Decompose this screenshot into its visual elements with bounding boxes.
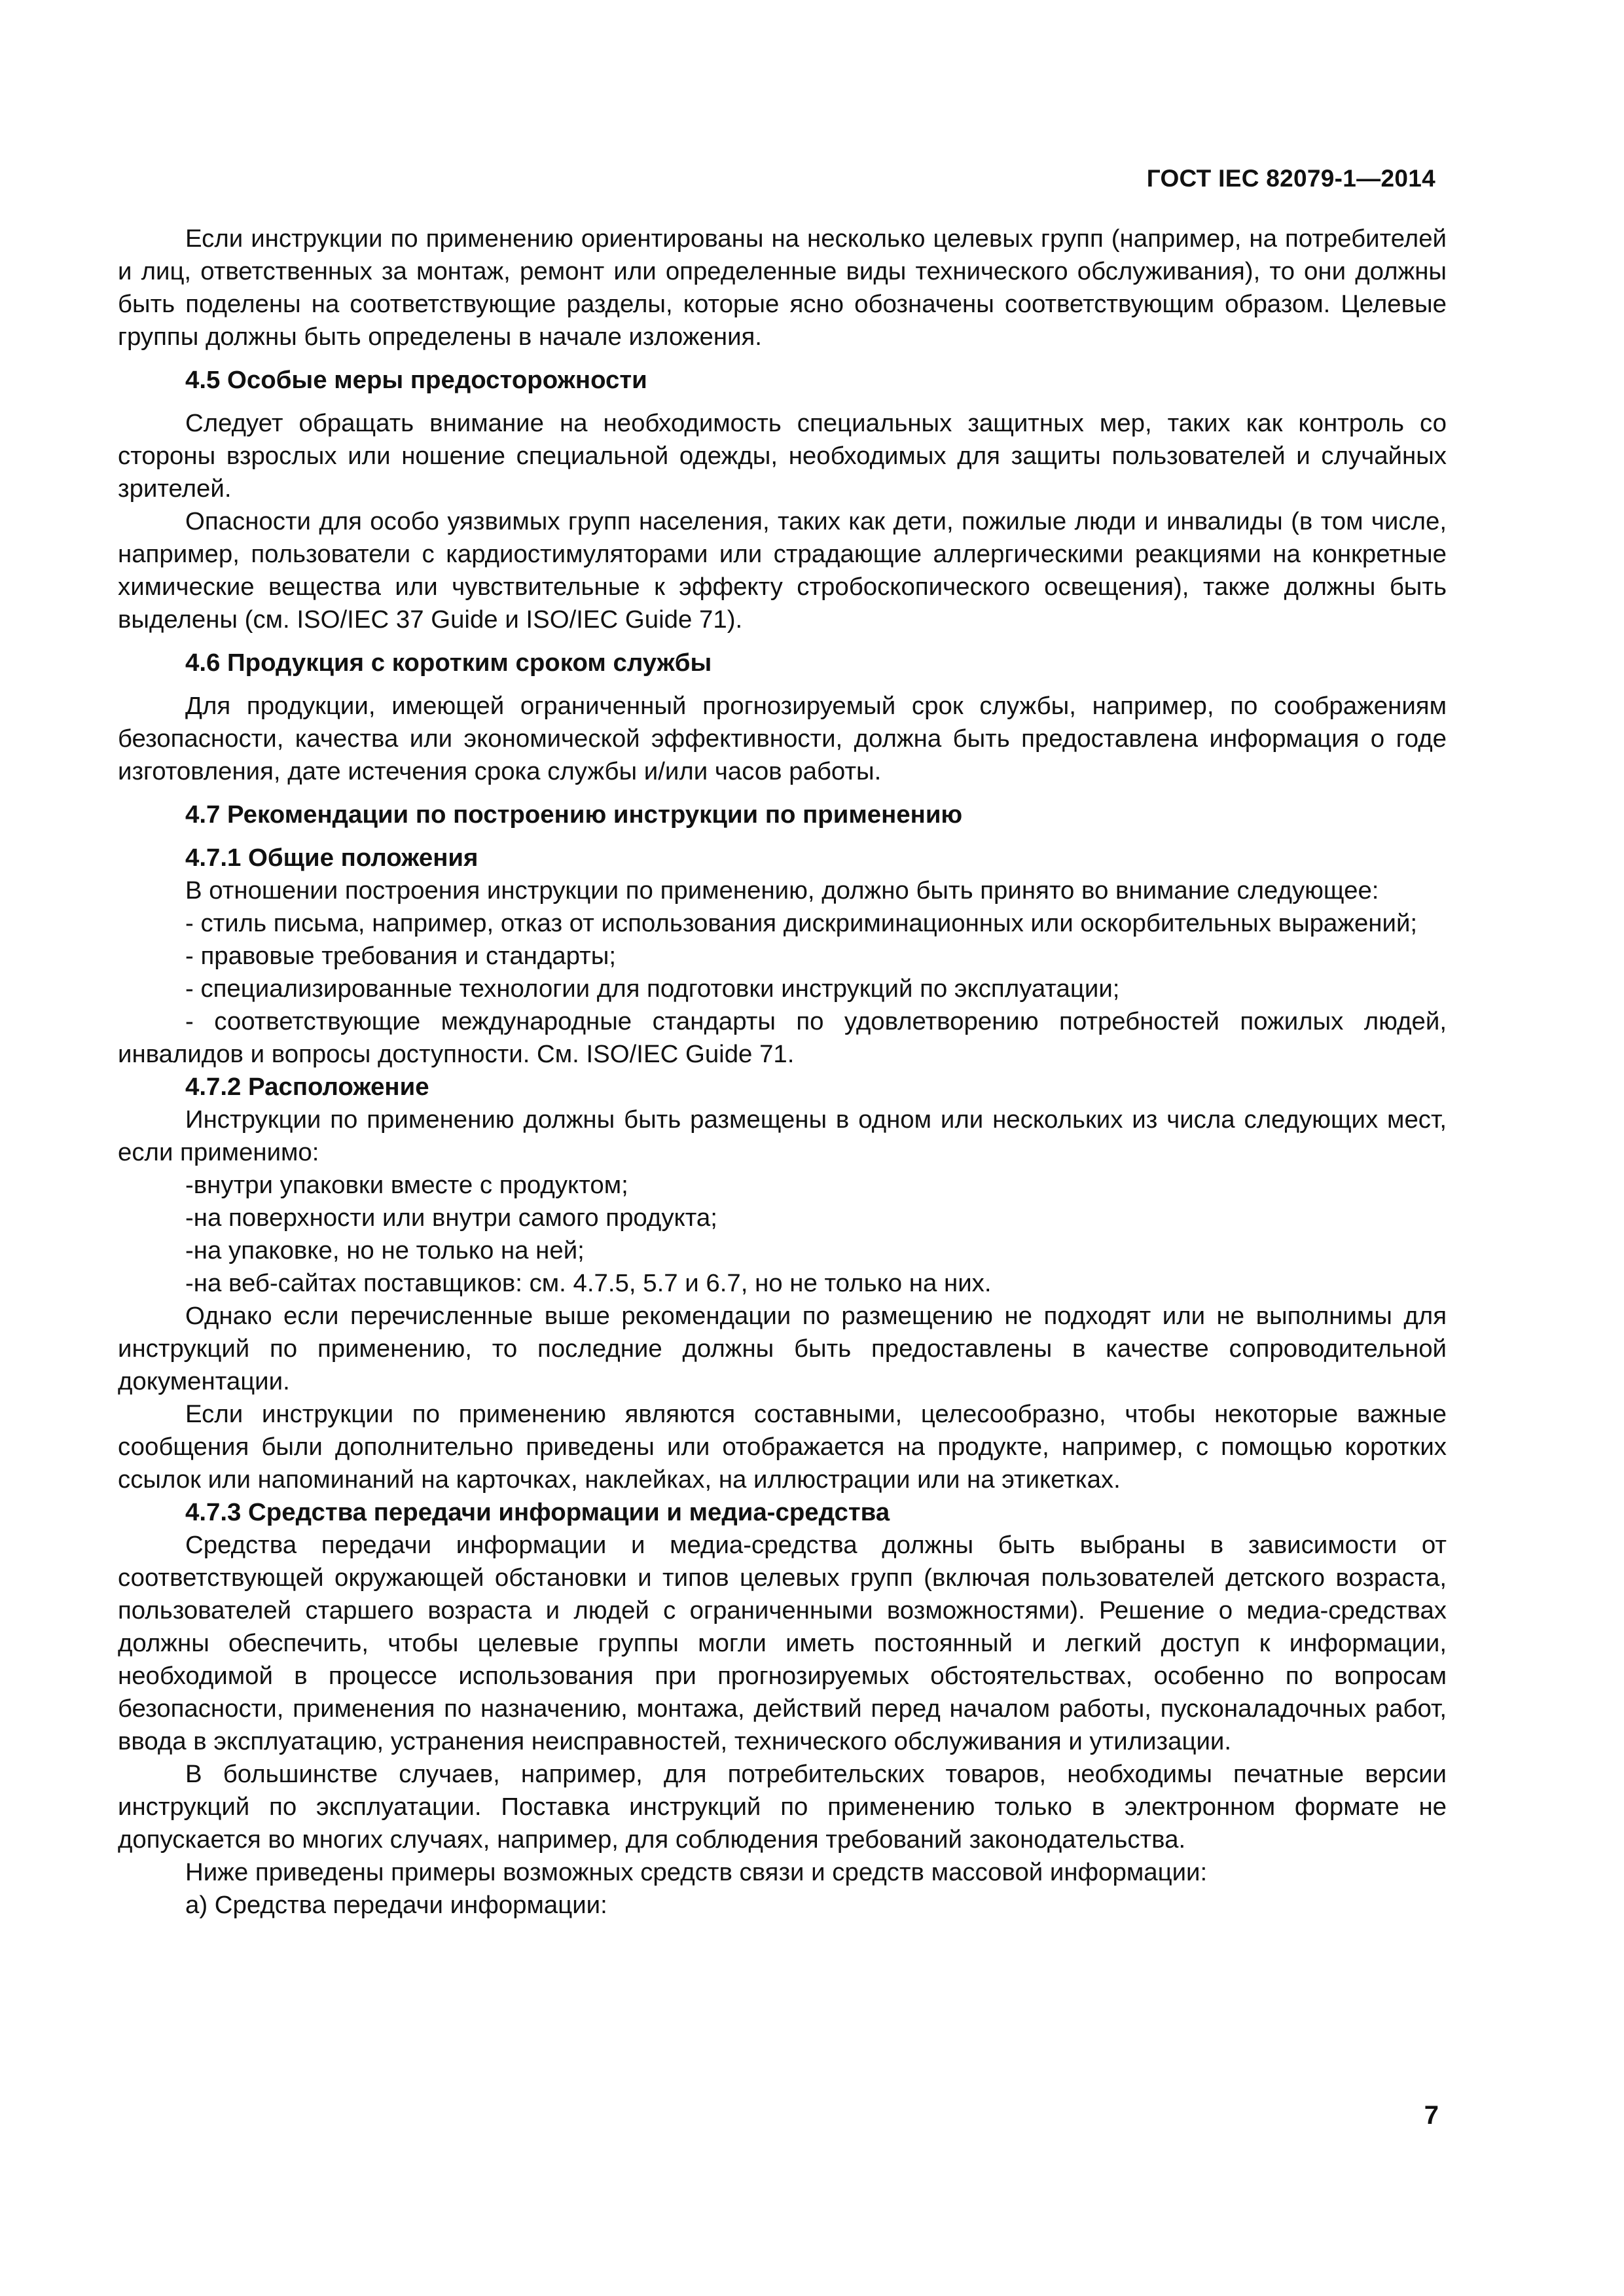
page-body <box>118 223 1447 1922</box>
paragraph-4-7-3-item-a: а) Средства передачи информации: <box>185 1891 607 1919</box>
heading-4-7-1: 4.7.1 Общие положения <box>185 844 478 872</box>
paragraph-4-5-protective-measures: Следует обращать внимание на необходимость специальных защитных мер, таких как контроль со стороны взрослых или ношение специальной одежды, необходимых для защиты пользователей и случайных зрителей. <box>118 409 1447 503</box>
heading-4-6: 4.6 Продукция с коротким сроком службы <box>185 649 712 677</box>
paragraph-4-7-3-examples-intro: Ниже приведены примеры возможных средств связи и средств массовой информации: <box>185 1858 1208 1886</box>
page-number: 7 <box>1424 2101 1439 2130</box>
list-item: -на упаковке, но не только на ней; <box>185 1236 585 1265</box>
paragraph-4-6: Для продукции, имеющей ограниченный прогнозируемый срок службы, например, по соображениям безопасности, качества или экономической эффективности, должна быть предоставлена информация о годе изготовления, дате истечения срока службы и/или часов работы. <box>118 692 1447 785</box>
paragraph-4-5-vulnerable-groups: Опасности для особо уязвимых групп населения, таких как дети, пожилые люди и инвалиды (в том числе, например, пользователи с кардиостимуляторами или страдающие аллергическими реакциями на конкретные химические вещества или чувствительные к эффекту стробоскопического освещения), также должны быть выделены (см. ISO/IEC 37 Guide и ISO/IEC Guide 71). <box>118 507 1447 634</box>
paragraph-4-7-2-accompanying-docs: Однако если перечисленные выше рекомендации по размещению не подходят или не выполнимы для инструкций по применению, то последние должны быть предоставлены в качестве сопроводительной документации. <box>118 1302 1447 1395</box>
paragraph-4-7-2-intro: Инструкции по применению должны быть размещены в одном или нескольких из числа следующих мест, если применимо: <box>118 1105 1447 1166</box>
list-item: - соответствующие международные стандарты по удовлетворению потребностей пожилых людей, инвалидов и вопросы доступности. См. ISO/IEC Guide 71. <box>118 1007 1447 1068</box>
list-item: - стиль письма, например, отказ от использования дискриминационных или оскорбительных выражений; <box>185 909 1418 937</box>
heading-4-7-3: 4.7.3 Средства передачи информации и медиа-средства <box>185 1498 890 1526</box>
heading-4-5: 4.5 Особые меры предосторожности <box>185 366 647 394</box>
paragraph-target-groups: Если инструкции по применению ориентированы на несколько целевых групп (например, на потребителей и лиц, ответственных за монтаж, ремонт или определенные виды технического обслуживания), то они должны быть поделены на соответствующие разделы, которые ясно обозначены соответствующим образом. Целевые группы должны быть определены в начале изложения. <box>118 224 1447 351</box>
paragraph-4-7-2-composite-instructions: Если инструкции по применению являются составными, целесообразно, чтобы некоторые важные сообщения были дополнительно приведены или отображается на продукте, например, с помощью коротких ссылок или напоминаний на карточках, наклейках, на иллюстрации или на этикетках. <box>118 1400 1447 1494</box>
list-item: - специализированные технологии для подготовки инструкций по эксплуатации; <box>185 975 1120 1003</box>
list-item: - правовые требования и стандарты; <box>185 942 616 970</box>
document-code-header: ГОСТ IEC 82079-1—2014 <box>1146 165 1435 192</box>
paragraph-4-7-1-intro: В отношении построения инструкции по применению, должно быть принято во внимание следующее: <box>185 876 1379 905</box>
paragraph-4-7-3-printed-versions: В большинстве случаев, например, для потребительских товаров, необходимы печатные версии инструкций по эксплуатации. Поставка инструкций по применению только в электронном формате не допускается во многих случаях, например, для соблюдения требований законодательства. <box>118 1760 1447 1854</box>
list-item: -на поверхности или внутри самого продукта; <box>185 1204 717 1232</box>
heading-4-7-2: 4.7.2 Расположение <box>185 1073 429 1101</box>
paragraph-4-7-3-media-choice: Средства передачи информации и медиа-средства должны быть выбраны в зависимости от соответствующей окружающей обстановки и типов целевых групп (включая пользователей детского возраста, пользователей старшего возраста и людей с ограниченными возможностями). Решение о медиа-средствах должны обеспечить, чтобы целевые группы могли иметь постоянный и легкий доступ к информации, необходимой в процессе использования при прогнозируемых обстоятельствах, особенно по вопросам безопасности, применения по назначению, монтажа, действий перед началом работы, пусконаладочных работ, ввода в эксплуатацию, устранения неисправностей, технического обслуживания и утилизации. <box>118 1531 1447 1755</box>
list-item: -внутри упаковки вместе с продуктом; <box>185 1171 628 1199</box>
heading-4-7: 4.7 Рекомендации по построению инструкции по применению <box>185 800 963 829</box>
list-item: -на веб-сайтах поставщиков: см. 4.7.5, 5.7 и 6.7, но не только на них. <box>185 1269 992 1297</box>
